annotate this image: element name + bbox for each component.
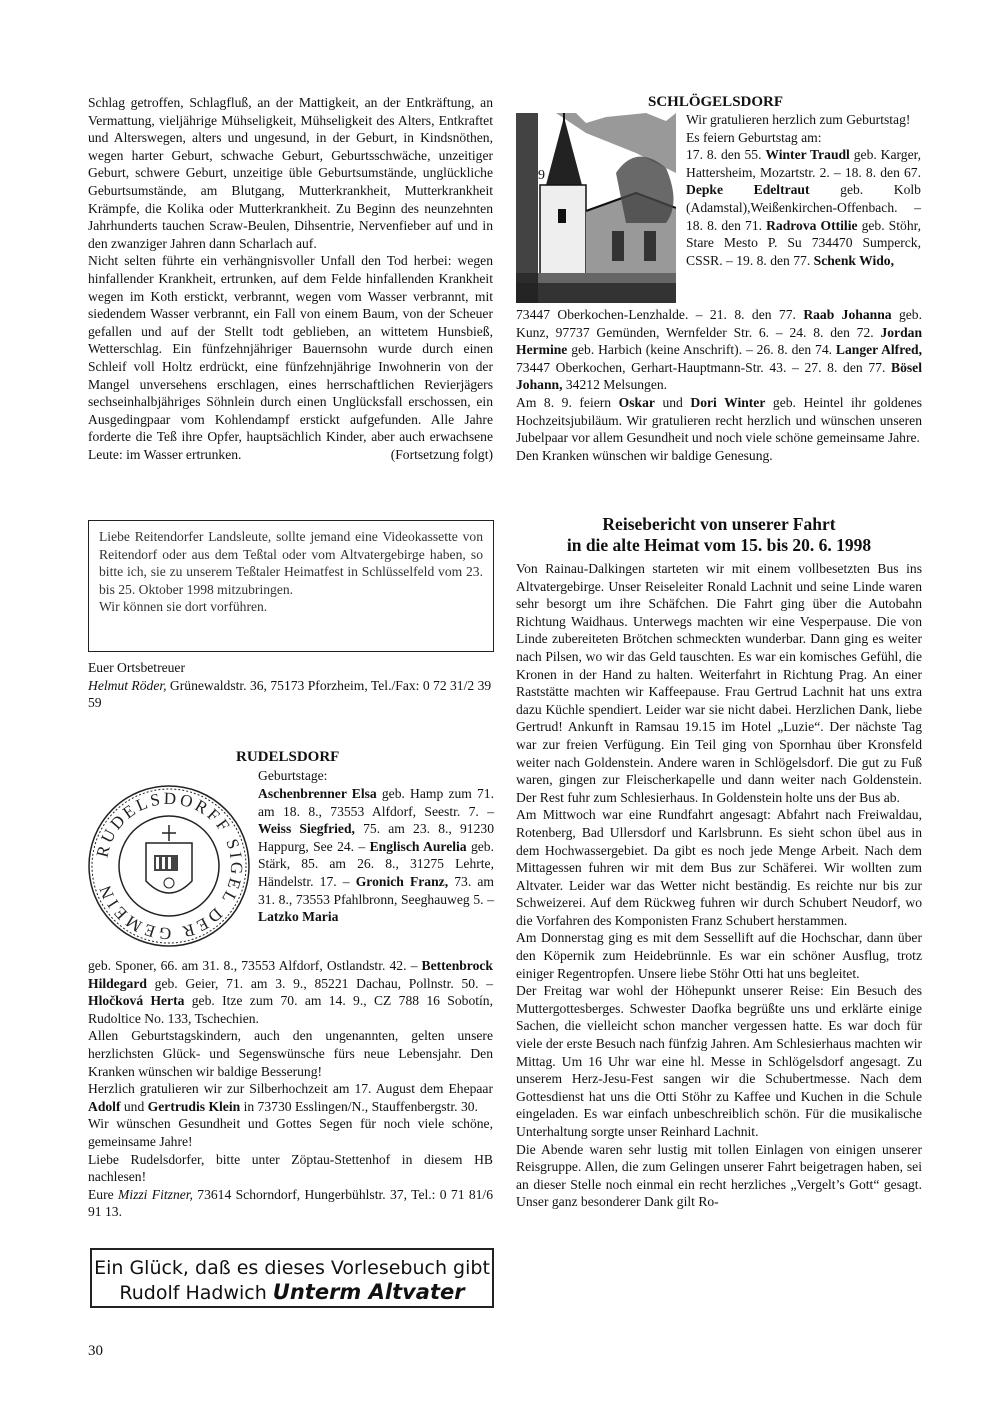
- report-paragraph: Am Mittwoch war eine Rundfahrt angesagt: Abfahrt nach Freiwaldau, Rotenberg, Bad Ullersdorf und Karlsbrunn. Es sieht schon übel aus in dem Hochwassergebiet. Da gibt es noch jede Menge Arbeit. Nach dem Mittagessen fuhren wir mit dem Bus zur Schäferei. Wir wollten zum Altvater. Leider war das Wetter nicht beständig. Es reichte nur bis zur Schweizerei. Auf dem Rückweg fuhren wir durch Schubert Neudorf, wo die Vorfahren des Komponisten Franz Schubert herstammen.: [516, 807, 922, 928]
- rudelsdorf-paragraph: Allen Geburtstagskindern, auch den ungenannten, gelten unsere herzlichsten Glück- und Segenswünsche fürs neue Lebensjahr. Den Kranken wünschen wir baldige Besserung!: [88, 1028, 493, 1079]
- person-name: Englisch Aurelia: [369, 838, 467, 854]
- ortsbetreuer-signature: [88, 659, 493, 712]
- person-name: Schenk Wido,: [813, 252, 894, 268]
- person-name: Dori Winter: [690, 394, 766, 410]
- anniversary-paragraph: [516, 394, 922, 447]
- text: geb. Karger, Hattersheim, Mozartstr. 2. – 18. 8. den 67.: [686, 147, 921, 180]
- birthday-details: geb. Hamp zum 71. am 18. 8., 73553 Alfdorf, Seestr. 7. –: [258, 786, 494, 819]
- ortsbetreuer-contact: [88, 677, 493, 712]
- text: 34212 Melsungen.: [562, 377, 668, 393]
- video-notice-box: [88, 520, 494, 652]
- ortsbetreuer-name: Helmut Röder,: [88, 677, 167, 693]
- text: geb. Stöhr, Stare Mesto P. Su 734470 Sumperck, CSSR. – 19. 8. den 77.: [686, 217, 921, 268]
- birthday-details: 75. am 23. 8., 91230 Happurg, See 24. –: [258, 821, 494, 854]
- text: 17. 8. den 55.: [686, 147, 766, 163]
- report-paragraph: Der Freitag war wohl der Höhepunkt unserer Reise: Ein Besuch des Muttergottesberges. Schwester Daofka begrüßte uns und erklärte einige Sachen, die vielleicht schon mancher vergessen hatte. Es war doch für viele der erste Besuch nach fünfzig Jahren. Am Schlesierhaus machten wir Mittag. Um 16 Uhr war eine hl. Messe in Schlögelsdorf angesagt. Zu unserem Herz-Jesu-Fest sangen wir die Schubertmesse. Nach dem Gottesdienst hat uns die Otti Stöhr zu Kaffee und Kuchen in die Schule eingeladen. Es war einfach unbeschreiblich schön. Für die musikalische Unterhaltung sorgte unser Reinhard Lachnit.: [516, 983, 922, 1139]
- person-name: Aschenbrenner Elsa: [258, 786, 377, 801]
- birthday-entries-bottom: [516, 306, 922, 394]
- text: 73447 Oberkochen-Lenzhalde. – 21. 8. den 77.: [516, 307, 804, 322]
- person-name: Depke Edeltraut: [686, 182, 810, 198]
- travel-report-title: [516, 514, 922, 556]
- sick-wishes: Den Kranken wünschen wir baldige Genesung.: [516, 447, 773, 463]
- ad-line-2: [92, 1280, 492, 1305]
- schloegelsdorf-intro: [686, 111, 921, 269]
- rudelsdorf-title: RUDELSDORF: [236, 749, 340, 765]
- person-name: Hločková Herta: [88, 993, 185, 1009]
- text: 73447 Oberkochen, Gerhart-Hauptmann-Str. 43. – 27. 8. den 77.: [516, 359, 892, 375]
- ad-book-title: Unterm Altvater: [272, 1280, 465, 1304]
- person-name: Gertrudis Klein: [147, 1098, 241, 1114]
- text: in 73730 Esslingen/N., Stauffenbergstr. 30.: [240, 1098, 478, 1114]
- person-name: Langer Alfred,: [835, 342, 922, 358]
- person-name: Gronich Franz,: [355, 873, 449, 889]
- ortsbetreuer-address: Grünewaldstr. 36, 75173 Pforzheim, Tel./Fax: 0 72 31/2 39 59: [88, 677, 492, 711]
- person-name: Winter Traudl: [765, 147, 850, 163]
- rudelsdorf-birthday-list: [258, 785, 494, 926]
- text: Eure: [88, 1186, 118, 1202]
- left-article-continuation: [88, 94, 493, 463]
- schloegelsdorf-title: SCHLÖGELSDORF: [648, 94, 784, 110]
- person-name: Radrova Ottilie: [766, 217, 858, 233]
- rudelsdorf-signature: [88, 1186, 493, 1221]
- rudelsdorf-birthdays-label: Geburtstage:: [258, 768, 328, 783]
- schloegelsdorf-continuation: [516, 306, 922, 464]
- seal-text: RUDELSDORFF SIGEL DER GEMEIN: [92, 788, 247, 944]
- text: und: [120, 1098, 148, 1114]
- person-name: Adolf: [88, 1098, 121, 1114]
- book-ad-box: [90, 1248, 494, 1308]
- notice-paragraph: Liebe Reitendorfer Landsleute, sollte jemand eine Videokassette von Reitendorf oder aus dem Teßtal oder vom Altvatergebirge haben, so bitte ich, sie zu unserem Teßtaler Heimatfest in Schlüsselfeld vom 23. bis 25. Oktober 1998 mitzubringen.: [99, 529, 483, 597]
- notice-paragraph: Wir können sie dort vorführen.: [99, 599, 268, 615]
- person-name: Latzko Maria: [258, 909, 339, 925]
- text: geb. Harbich (keine Anschrift). – 26. 8. den 74.: [567, 342, 836, 358]
- church-illustration: [516, 113, 676, 303]
- text: und: [654, 394, 691, 410]
- birthday-details: geb. Geier, 71. am 3. 9., 85221 Dachau, Pollnstr. 50. –: [146, 975, 493, 991]
- congrats-line: Wir gratulieren herzlich zum Geburtstag!: [686, 112, 911, 127]
- text: Am 8. 9. feiern: [516, 394, 619, 410]
- svg-text:9: 9: [538, 168, 545, 183]
- birthday-details: 73. am 31. 8., 73553 Pfahlbronn, Seeghauweg 5. –: [258, 873, 495, 907]
- text: Herzlich gratulieren wir zur Silberhochzeit am 17. August dem Ehepaar: [88, 1081, 493, 1097]
- person-name: Bösel Johann,: [516, 359, 922, 393]
- ad-line-1: Ein Glück, daß es dieses Vorlesebuch gibt: [94, 1257, 490, 1279]
- rudelsdorf-seal: [86, 783, 252, 949]
- travel-report-body: [516, 560, 922, 1211]
- page-number: 30: [88, 1343, 103, 1359]
- report-title-line-2: in die alte Heimat vom 15. bis 20. 6. 1998: [566, 535, 872, 555]
- person-name: Raab Johanna: [803, 307, 892, 322]
- article-paragraph: [88, 252, 493, 463]
- birthday-entries-top: [686, 146, 921, 269]
- person-name: Weiss Siegfried,: [258, 821, 355, 837]
- rudelsdorf-paragraph: Wir wünschen Gesundheit und Gottes Segen für noch viele schöne, gemeinsame Jahre!: [88, 1116, 493, 1149]
- report-title-line-1: Reisebericht von unserer Fahrt: [602, 514, 836, 534]
- rudelsdorf-continuation: [88, 957, 493, 1221]
- video-notice-text: [99, 528, 483, 616]
- ortsbetreuer-label: Euer Ortsbetreuer: [88, 660, 185, 675]
- birthday-details: geb. Sponer, 66. am 31. 8., 73553 Alfdorf, Ostlandstr. 42. –: [88, 958, 422, 973]
- rudelsdorf-paragraph: [88, 1080, 493, 1115]
- ad-author: Rudolf Hadwich: [119, 1282, 273, 1304]
- person-name: Bettenbrock Hildegard: [88, 958, 493, 991]
- article-paragraph-text: Nicht selten führte ein verhängnisvoller Unfall den Tod herbei: wegen hinfallender Krankheit, ertrunken, auf dem Felde hinfallenden Krankheit wegen im Koth erstickt, verbrannt, wegen vom Wasser verbrannt, mit siedendem Wasser verbrannt, ein Fall von einem Baum, von der Scheuer gefallen und auf der Stellt todt geblieben, an wittetem Hunsbieß, Wetterschlag. Ein fünfzehnjähriger Bauernsohn wurde durch einen Schleif voll Holtz erdrückt, eine fünfzehnjährige Inwohnerin von der Mangel unversehens erschlagen, eines herrschaftlichen Revierjägers sechseinhalbjähriges Söhnlein durch einen Unglücksfall erschossen, ein Ausgedingpaar vom Kohlendampf erstickt aufgefunden. Alle Jahre forderte die Teß ihre Opfer, hauptsächlich Kinder, aber auch erwachsene Leute: im Wasser ertrunken.: [88, 253, 493, 462]
- birthday-label: Es feiern Geburtstag am:: [686, 129, 822, 145]
- article-paragraph: Schlag getroffen, Schlagfluß, an der Mattigkeit, an der Entkräftung, an Vermattung, vieljährige Mühseligkeit, Mühseligkeit des Alters, Entkraftet und Alterswegen, alters und ungesund, in der Geburt, in Kindsnöthen, wegen harter Geburt, schwache Geburt, Geburtsschwäche, unzeitiger Geburt, schwere Geburt, unzeitige üble Geburtsumstände, unglückliche Geburtsumstände, am Blutgang, Mutterkrankheit, Mutterkrankheit Krämpfe, die Kolika oder Mutterkrankheit. Zu Beginn des neunzehnten Jahrhunderts tauchen Scraw-Beulen, Dihsentrie, Nervenfieber auf und in den zwanziger Jahren dann Scharlach auf.: [88, 95, 493, 251]
- text: geb. Kolb (Adamstal),Weißenkirchen-Offenbach. – 18. 8. den 71.: [686, 182, 921, 233]
- report-paragraph: Die Abende waren sehr lustig mit tollen Einlagen von einigen unserer Reisgruppe. Allen, die zum Gelingen unserer Fahrt beigetragen haben, sei an dieser Stelle noch einmal ein recht herzliches „Vergelt’s Gott“ gesagt. Unser ganz besonderer Dank gilt Ro-: [516, 1141, 922, 1210]
- continuation-note: (Fortsetzung folgt): [390, 446, 493, 462]
- church-photo: [516, 113, 676, 303]
- birthday-details: geb. Itze zum 70. am 14. 9., CZ 788 16 Sobotín, Rudoltice No. 133, Tschechien.: [88, 993, 493, 1026]
- person-name: Oskar: [618, 394, 655, 410]
- signer-address: 73614 Schorndorf, Hungerbühlstr. 37, Tel.: 0 71 81/6 91 13.: [88, 1186, 493, 1220]
- seal-graphic: [86, 783, 252, 949]
- person-name: Jordan Hermine: [516, 324, 922, 358]
- signer-name: Mizzi Fitzner,: [118, 1186, 193, 1202]
- report-paragraph: Am Donnerstag ging es mit dem Sessellift auf die Hochschar, dann über den Köpernik zum Heidebrünnle. Es war ein schöner Ausflug, trotz einiger Regentropfen. Unsere liebe Stöhr Otti hat uns begleitet.: [516, 930, 922, 981]
- rudelsdorf-paragraph: Liebe Rudelsdorfer, bitte unter Zöptau-Stettenhof in diesem HB nachlesen!: [88, 1151, 493, 1185]
- text: geb. Heintel ihr goldenes Hochzeitsjubiläum. Wir gratulieren recht herzlich und wünschen unseren Jubelpaar vor allem Gesundheit und noch viele schöne gemeinsame Jahre.: [516, 394, 922, 446]
- rudelsdorf-entries: [88, 957, 493, 1027]
- text: geb. Kunz, 97737 Gemünden, Wernfelder Str. 6. – 24. 8. den 72.: [516, 307, 922, 340]
- birthday-details: geb. Stärk, 85. am 26. 8., 31275 Lehrte, Händelstr. 17. –: [258, 838, 494, 889]
- report-paragraph: Von Rainau-Dalkingen starteten wir mit einem vollbesetzten Bus ins Altvatergebirge. Unser Reiseleiter Ronald Lachnit und seine Linde waren sehr besorgt um ihre Schäfchen. Die Fahrt ging über die Autobahn Richtung Waidhaus. Unterwegs machten wir eine Vesperpause. Die von Linde zubereiteten Brötchen schmeckten wunderbar. Dann ging es weiter nach Pilsen, wo wir das Geld tauschten. Es war ein komisches Gefühl, die Kronen in der Hand zu halten. Weiterfahrt in Richtung Prag. An einer Raststätte machten wir Kaffeepause. Frau Gertrud Lachnit hat uns extra dazu Küchle spendiert. Leider war sie nicht dabei. Herzlichen Dank, liebe Gertrud! Ankunft in Ramsau 19.15 im Hotel „Luzie“. Der nächste Tag war zur freien Verfügung. Ein Teil ging von Spornhau über Kronsfeld weiter nach Goldenstein. Andere waren in Schlögelsdorf. Die gut zu Fuß waren, gingen zur Fleischerkapelle und dann weiter nach Goldenstein. Der Rest fuhr zum Schlesierhaus. In Goldenstein holte uns der Bus ab.: [516, 561, 922, 805]
